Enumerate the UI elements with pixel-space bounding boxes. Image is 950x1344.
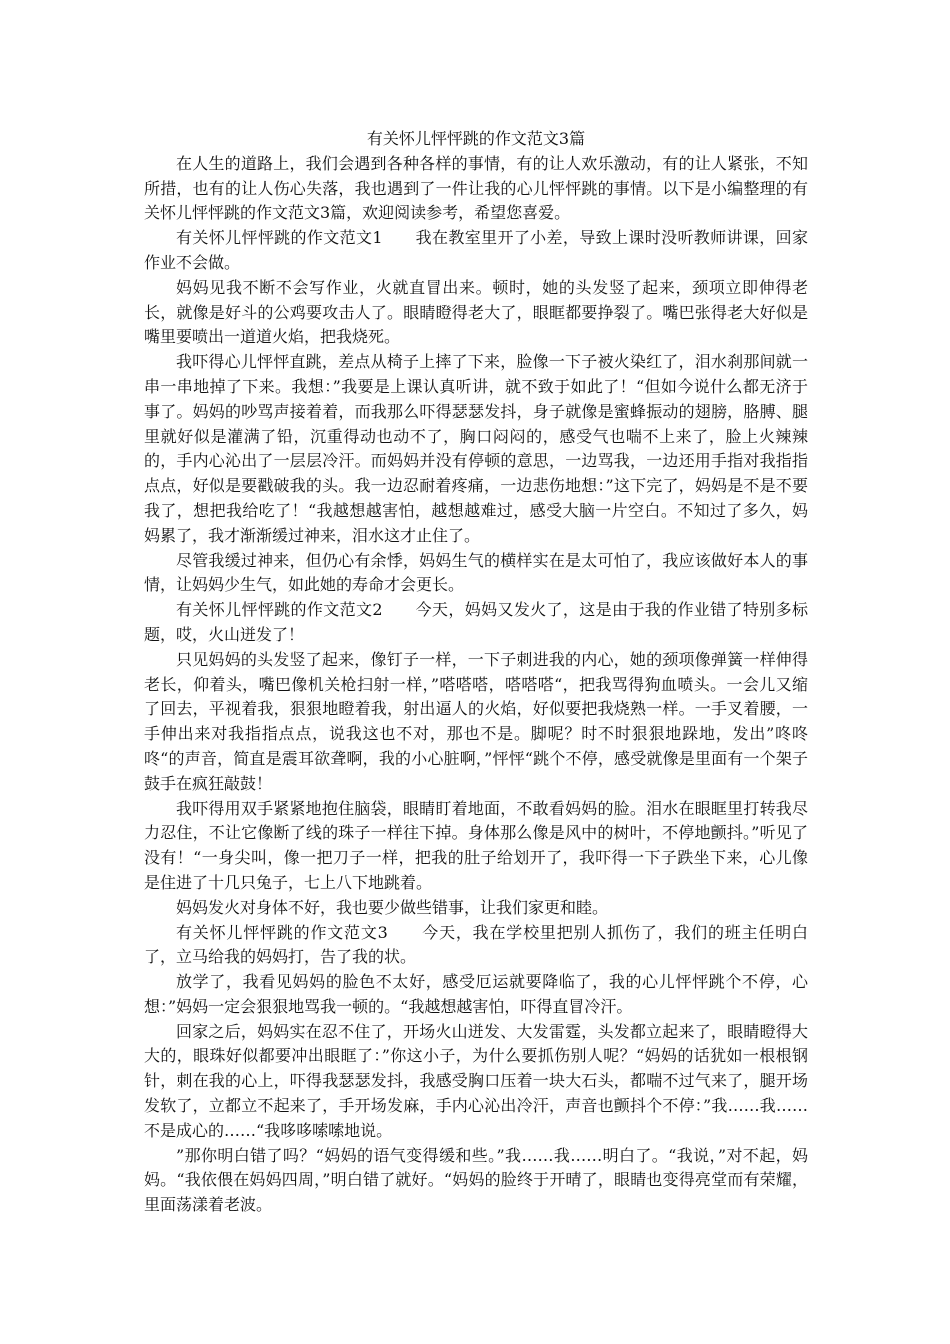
paragraph-intro: 在人生的道路上，我们会遇到各种各样的事情，有的让人欢乐激动，有的让人紧张，不知所措，也有的让人伤心失落，我也遇到了一件让我的心儿怦怦跳的事情。以下是小编整理的有关怀儿怦怦跳的作文范文3篇，欢迎阅读参考，希望您喜爱。 (144, 153, 808, 223)
paragraph-essay1-heading: 有关怀儿怦怦跳的作文范文1 我在教室里开了小差，导致上课时没听教师讲课，回家作业不会做。 (144, 228, 808, 272)
paragraph-essay2-body1: 只见妈妈的头发竖了起来，像钉子一样，一下子刺进我的内心，她的颈项像弹簧一样伸得老长，仰着头，嘴巴像机关枪扫射一样，”嗒嗒嗒，嗒嗒嗒“，把我骂得狗血喷头。一会儿又缩了回去，平视着我，狠狠地瞪着我，射出逼人的火焰，好似要把我烧熟一样。一手叉着腰，一手伸出来对我指指点点，说我这也不对，那也不是。脚呢？时不时狠狠地跺地，发出”咚咚咚“的声音，简直是震耳欲聋啊，我的小心脏啊，”怦怦“跳个不停，感受就像是里面有一个架子鼓手在疯狂敲鼓！ (144, 649, 808, 793)
paragraph-essay1-body1: 妈妈见我不断不会写作业，火就直冒出来。顿时，她的头发竖了起来，颈项立即伸得老长，就像是好斗的公鸡要攻击人了。眼睛瞪得老大了，眼眶都要挣裂了。嘴巴张得老大好似是嘴里要喷出一道道火焰，把我烧死。 (144, 277, 808, 347)
paragraph-essay3-heading: 有关怀儿怦怦跳的作文范文3 今天，我在学校里把别人抓伤了，我们的班主任明白了，立马给我的妈妈打，告了我的状。 (144, 922, 808, 967)
paragraph-essay1-body3: 尽管我缓过神来，但仍心有余悸，妈妈生气的横样实在是太可怕了，我应该做好本人的事情，让妈妈少生气，如此她的寿命才会更长。 (144, 550, 808, 595)
paragraph-essay2-body3: 妈妈发火对身体不好，我也要少做些错事，让我们家更和睦。 (176, 897, 609, 917)
paragraph-essay2-heading: 有关怀儿怦怦跳的作文范文2 今天，妈妈又发火了，这是由于我的作业错了特别多标题，哎，火山迸发了！ (144, 600, 808, 644)
paragraph-essay1-body2: 我吓得心儿怦怦直跳，差点从椅子上摔了下来，脸像一下子被火染红了，泪水刹那间就一串一串地掉了下来。我想：”我要是上课认真听讲，就不致于如此了！“但如今说什么都无济于事了。妈妈的吵骂声接着着，而我那么吓得瑟瑟发抖，身子就像是蜜蜂振动的翅膀，胳膊、腿里就好似是灌满了铅，沉重得动也动不了，胸口闷闷的，感受气也喘不上来了，脸上火辣辣的，手内心沁出了一层层冷汗。而妈妈并没有停顿的意思，一边骂我，一边还用手指对我指指点点，好似是要戳破我的头。我一边忍耐着疼痛，一边悲伤地想：”这下完了，妈妈是不是不要我了，想把我给吃了！“我越想越害怕，越想越难过，感受大脑一片空白。不知过了多久，妈妈累了，我才渐渐缓过神来，泪水这才止住了。 (144, 352, 808, 545)
document-title: 有关怀儿怦怦跳的作文范文3篇 (366, 129, 586, 148)
paragraph-essay2-body2: 我吓得用双手紧紧地抱住脑袋，眼睛盯着地面，不敢看妈妈的脸。泪水在眼眶里打转我尽力忍住，不让它像断了线的珠子一样往下掉。身体那么像是风中的树叶，不停地颤抖。”听见了没有！“一身尖叫，像一把刀子一样，把我的肚子给划开了，我吓得一下子跌坐下来，心儿像是住进了十几只兔子，七上八下地跳着。 (144, 798, 808, 892)
paragraph-essay3-body3: ”那你明白错了吗？“妈妈的语气变得缓和些。”我……我……明白了。“我说，”对不起，妈妈。“我依偎在妈妈四周，”明白错了就好。“妈妈的脸终于开晴了，眼睛也变得亮堂而有荣耀，里面荡漾着老波。 (144, 1145, 808, 1215)
paragraph-essay3-body1: 放学了，我看见妈妈的脸色不太好，感受厄运就要降临了，我的心儿怦怦跳个不停，心想：”妈妈一定会狠狠地骂我一顿的。“我越想越害怕，吓得直冒冷汗。 (144, 972, 808, 1016)
paragraph-essay3-body2: 回家之后，妈妈实在忍不住了，开场火山迸发、大发雷霆，头发都立起来了，眼睛瞪得大大的，眼珠好似都要冲出眼眶了：”你这小子，为什么要抓伤别人呢？“妈妈的话犹如一根根钢针，刺在我的心上，吓得我瑟瑟发抖，我感受胸口压着一块大石头，都喘不过气来了，腿开场发软了，立都立不起来了，手开场发麻，手内心沁出冷汗，声音也颤抖个不停：”我……我……不是成心的……“我哆哆嗦嗦地说。 (144, 1021, 808, 1140)
document-page (144, 127, 808, 1218)
